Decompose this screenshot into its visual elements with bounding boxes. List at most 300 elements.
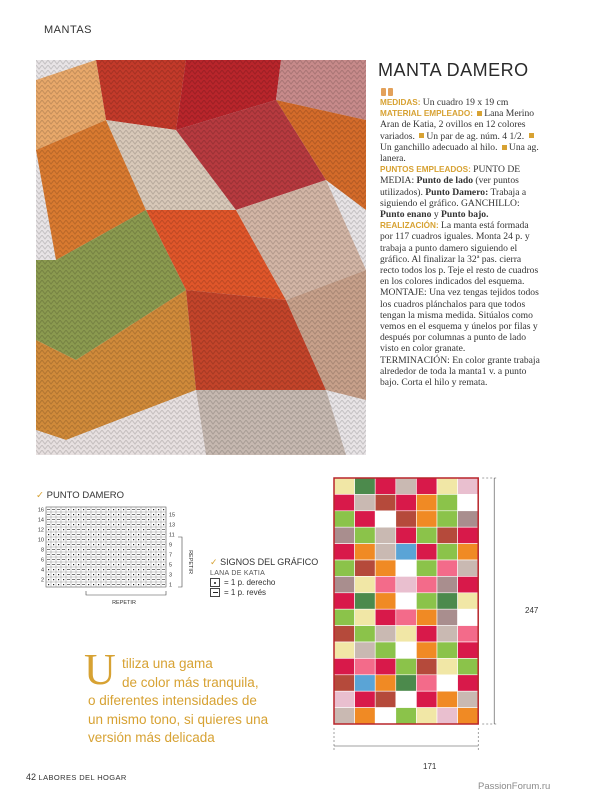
- scheme-square: [396, 642, 417, 658]
- knit-mark: [68, 549, 69, 550]
- knit-mark: [83, 519, 84, 520]
- knit-mark: [98, 579, 99, 580]
- scheme-square: [437, 560, 458, 576]
- knit-mark: [138, 579, 139, 580]
- knit-mark: [93, 579, 94, 580]
- scheme-square: [375, 544, 396, 560]
- scheme-square: [416, 593, 437, 609]
- knit-mark: [123, 559, 124, 560]
- legend-item-purl: = 1 p. revés: [210, 588, 318, 597]
- knit-mark: [53, 574, 54, 575]
- quote-line: o diferentes intensidades de: [88, 693, 257, 709]
- text-run: TERMINACIÓN: En color grante trabaja alrededor de toda la manta1 v. a punto bajo. Corta el hilo y remata.: [380, 354, 540, 389]
- knit-mark: [93, 574, 94, 575]
- article-body: [380, 97, 540, 388]
- knit-mark: [103, 539, 104, 540]
- scheme-square: [334, 527, 355, 543]
- knit-mark: [108, 549, 109, 550]
- knit-mark: [133, 579, 134, 580]
- scheme-square: [375, 527, 396, 543]
- quote-line: de color más tranquila,: [122, 674, 259, 690]
- text-run: (ver puntos utilizados).: [380, 175, 519, 198]
- knit-mark: [108, 519, 109, 520]
- scheme-square: [375, 478, 396, 494]
- knit-mark: [108, 554, 109, 555]
- knit-mark: [118, 564, 119, 565]
- stitch-chart-title: ✓ PUNTO DAMERO: [36, 490, 125, 501]
- knit-mark: [103, 569, 104, 570]
- knit-mark: [113, 554, 114, 555]
- knit-mark: [48, 574, 49, 575]
- knit-mark: [78, 509, 79, 510]
- row-number-right: 5: [169, 562, 173, 569]
- bullet-square-icon: [529, 133, 534, 138]
- knit-mark: [83, 509, 84, 510]
- knit-mark: [123, 514, 124, 515]
- scheme-square: [416, 658, 437, 674]
- scheme-square: [437, 511, 458, 527]
- check-icon: ✓: [210, 557, 218, 567]
- knit-mark: [88, 534, 89, 535]
- repeat-bracket-side: [178, 537, 182, 587]
- scheme-square: [396, 527, 417, 543]
- knit-mark: [158, 519, 159, 520]
- scheme-square: [437, 494, 458, 510]
- scheme-square: [396, 544, 417, 560]
- knit-mark: [58, 574, 59, 575]
- blanket-photo: [36, 60, 366, 455]
- bullet-square-icon: [502, 145, 507, 150]
- scheme-square: [437, 544, 458, 560]
- knit-mark: [78, 519, 79, 520]
- knit-mark: [108, 509, 109, 510]
- knit-mark: [123, 524, 124, 525]
- knit-mark: [148, 524, 149, 525]
- scheme-square: [458, 527, 479, 543]
- scheme-square: [396, 478, 417, 494]
- knit-mark: [73, 549, 74, 550]
- knit-symbol-icon: [210, 578, 220, 587]
- scheme-square: [416, 576, 437, 592]
- scheme-square: [334, 658, 355, 674]
- knit-mark: [63, 584, 64, 585]
- scheme-square: [437, 642, 458, 658]
- text-run: Una ag. lanera.: [380, 141, 539, 165]
- knit-mark: [68, 524, 69, 525]
- knit-mark: [143, 579, 144, 580]
- text-run: PUNTO DE MEDIA:: [380, 164, 521, 187]
- knit-mark: [163, 549, 164, 550]
- scheme-square: [396, 658, 417, 674]
- knit-mark: [138, 574, 139, 575]
- scheme-square: [396, 576, 417, 592]
- text-run: Un cuadro 19 x 19 cm: [422, 97, 509, 108]
- knit-mark: [128, 584, 129, 585]
- scheme-square: [355, 609, 376, 625]
- bullet-square-icon: [419, 133, 424, 138]
- scheme-square: [416, 494, 437, 510]
- scheme-square: [334, 593, 355, 609]
- knit-mark: [128, 579, 129, 580]
- scheme-square: [416, 478, 437, 494]
- knit-mark: [48, 584, 49, 585]
- article-paragraph: [380, 97, 540, 108]
- scheme-square: [458, 658, 479, 674]
- knit-mark: [133, 574, 134, 575]
- knit-mark: [58, 534, 59, 535]
- stitch-chart: [36, 503, 206, 623]
- section-label: REALIZACIÓN:: [380, 221, 441, 231]
- scheme-square: [334, 576, 355, 592]
- knit-mark: [113, 564, 114, 565]
- scheme-square: [458, 642, 479, 658]
- scheme-square: [375, 626, 396, 642]
- article-paragraph: [380, 287, 540, 354]
- page-footer: [26, 772, 127, 782]
- watermark: PassionForum.ru: [478, 781, 551, 792]
- knit-mark: [118, 524, 119, 525]
- scheme-square: [355, 708, 376, 724]
- legend-item-knit: = 1 p. derecho: [210, 578, 318, 587]
- knit-mark: [138, 584, 139, 585]
- knit-mark: [113, 509, 114, 510]
- row-number-right: 15: [169, 512, 176, 519]
- repeat-bracket: [86, 591, 166, 595]
- row-number-right: 7: [169, 552, 173, 559]
- scheme-square: [437, 708, 458, 724]
- knit-mark: [73, 514, 74, 515]
- knit-mark: [108, 564, 109, 565]
- scheme-square: [416, 626, 437, 642]
- knit-mark: [128, 534, 129, 535]
- knit-mark: [93, 539, 94, 540]
- scheme-square: [355, 494, 376, 510]
- knit-mark: [138, 544, 139, 545]
- scheme-square: [458, 691, 479, 707]
- knit-mark: [103, 574, 104, 575]
- pull-quote: [88, 655, 328, 748]
- knit-mark: [83, 549, 84, 550]
- scheme-square: [355, 544, 376, 560]
- article-paragraph: [380, 108, 540, 164]
- knit-mark: [68, 514, 69, 515]
- knit-mark: [103, 544, 104, 545]
- section-label: MANTAS: [44, 24, 93, 36]
- scheme-square: [355, 675, 376, 691]
- purl-symbol-icon: [210, 588, 220, 597]
- quote-initial: U: [84, 645, 116, 694]
- knit-mark: [63, 529, 64, 530]
- scheme-square: [375, 658, 396, 674]
- article-paragraph: [380, 164, 540, 220]
- scheme-square: [437, 675, 458, 691]
- knit-mark: [123, 554, 124, 555]
- knit-mark: [98, 574, 99, 575]
- row-number-left: 12: [37, 527, 44, 534]
- knit-mark: [78, 559, 79, 560]
- knit-mark: [158, 549, 159, 550]
- scheme-square: [396, 511, 417, 527]
- scheme-square: [375, 675, 396, 691]
- knit-mark: [143, 544, 144, 545]
- text-run: Punto bajo.: [441, 209, 489, 221]
- legend-subtitle: LANA DE KATIA: [210, 570, 266, 577]
- scheme-square: [355, 576, 376, 592]
- knit-mark: [148, 509, 149, 510]
- row-number-left: 2: [40, 577, 44, 584]
- knit-mark: [103, 584, 104, 585]
- knit-mark: [123, 509, 124, 510]
- knit-mark: [78, 514, 79, 515]
- knit-mark: [128, 529, 129, 530]
- knit-mark: [128, 569, 129, 570]
- knit-mark: [128, 544, 129, 545]
- scheme-square: [458, 544, 479, 560]
- knit-mark: [98, 584, 99, 585]
- knit-mark: [113, 524, 114, 525]
- scheme-square: [416, 544, 437, 560]
- knit-mark: [153, 514, 154, 515]
- knit-mark: [88, 584, 89, 585]
- knit-mark: [58, 569, 59, 570]
- scheme-square: [355, 658, 376, 674]
- scheme-square: [355, 642, 376, 658]
- knit-mark: [48, 579, 49, 580]
- scheme-square: [458, 593, 479, 609]
- knit-mark: [63, 544, 64, 545]
- section-label: PUNTOS EMPLEADOS:: [380, 165, 474, 175]
- knit-mark: [68, 509, 69, 510]
- knit-mark: [158, 554, 159, 555]
- scheme-square: [416, 675, 437, 691]
- scheme-square: [396, 708, 417, 724]
- row-number-left: 8: [40, 547, 44, 554]
- knit-mark: [73, 519, 74, 520]
- scheme-square: [458, 675, 479, 691]
- text-run: La manta está formada por 117 cuadros iguales. Monta 24 p. y trabaja a punto damero siguiendo el gráfico. Al finalizar la 32ª pas. cierra recto todos los p. Teje el resto de cuadros en los colores indicados del esquema.: [380, 220, 539, 288]
- knit-mark: [88, 574, 89, 575]
- knit-mark: [128, 574, 129, 575]
- knit-mark: [118, 509, 119, 510]
- row-number-right: 13: [169, 522, 176, 529]
- text-run: y: [431, 209, 442, 221]
- knit-mark: [158, 524, 159, 525]
- knit-mark: [133, 539, 134, 540]
- knit-mark: [153, 549, 154, 550]
- knit-mark: [133, 569, 134, 570]
- knit-mark: [88, 579, 89, 580]
- knit-mark: [93, 534, 94, 535]
- scheme-square: [375, 560, 396, 576]
- knit-mark: [53, 539, 54, 540]
- scheme-square: [396, 675, 417, 691]
- scheme-square: [396, 691, 417, 707]
- row-number-left: 6: [40, 557, 44, 564]
- knit-mark: [153, 519, 154, 520]
- knit-mark: [153, 564, 154, 565]
- row-number-left: 14: [37, 517, 44, 524]
- text-run: MONTAJE: Una vez tengas tejidos todos los cuadros plánchalos para que todos tengan la misma medida. Sitúalos como vemos en el esquema y únelos por filas y después por columnas a punto de lado visto en color granate.: [380, 287, 539, 355]
- knit-mark: [143, 569, 144, 570]
- knit-mark: [138, 534, 139, 535]
- scheme-square: [355, 691, 376, 707]
- knit-mark: [103, 529, 104, 530]
- knit-mark: [158, 509, 159, 510]
- scheme-square: [437, 609, 458, 625]
- knit-mark: [138, 529, 139, 530]
- blanket-scheme: [330, 474, 530, 756]
- knit-mark: [63, 569, 64, 570]
- knit-mark: [98, 539, 99, 540]
- scheme-square: [375, 609, 396, 625]
- section-label: MATERIAL EMPLEADO:: [380, 109, 476, 119]
- knit-mark: [143, 529, 144, 530]
- knit-mark: [158, 514, 159, 515]
- knit-mark: [93, 529, 94, 530]
- scheme-square: [437, 527, 458, 543]
- knit-mark: [63, 534, 64, 535]
- scheme-square: [416, 527, 437, 543]
- knit-mark: [108, 514, 109, 515]
- bullet-square-icon: [477, 111, 482, 116]
- knit-mark: [133, 534, 134, 535]
- page-number: 42: [26, 772, 37, 782]
- row-number-right: 9: [169, 542, 173, 549]
- scheme-square: [375, 576, 396, 592]
- knit-mark: [73, 509, 74, 510]
- scheme-square: [396, 626, 417, 642]
- knit-mark: [143, 584, 144, 585]
- knit-mark: [163, 564, 164, 565]
- knit-mark: [73, 524, 74, 525]
- knit-mark: [113, 559, 114, 560]
- scheme-square: [458, 478, 479, 494]
- knit-mark: [113, 549, 114, 550]
- scheme-square: [458, 511, 479, 527]
- scheme-square: [416, 609, 437, 625]
- scheme-square: [437, 658, 458, 674]
- knit-mark: [103, 534, 104, 535]
- knit-mark: [68, 554, 69, 555]
- knit-mark: [83, 524, 84, 525]
- article-paragraph: [380, 355, 540, 389]
- knit-mark: [93, 544, 94, 545]
- knit-mark: [133, 544, 134, 545]
- section-label: MEDIDAS:: [380, 98, 423, 107]
- scheme-square: [334, 494, 355, 510]
- repeat-label: REPETIR: [112, 600, 136, 606]
- knit-mark: [53, 569, 54, 570]
- knit-mark: [88, 569, 89, 570]
- knit-mark: [68, 564, 69, 565]
- knit-mark: [148, 559, 149, 560]
- knit-mark: [163, 559, 164, 560]
- knit-mark: [48, 539, 49, 540]
- knit-mark: [48, 544, 49, 545]
- knit-mark: [143, 539, 144, 540]
- scheme-square: [396, 560, 417, 576]
- knit-mark: [153, 554, 154, 555]
- knit-mark: [48, 534, 49, 535]
- scheme-square: [437, 626, 458, 642]
- knit-mark: [163, 524, 164, 525]
- scheme-square: [396, 609, 417, 625]
- knit-mark: [73, 564, 74, 565]
- knit-mark: [58, 529, 59, 530]
- knit-mark: [68, 559, 69, 560]
- scheme-square: [458, 708, 479, 724]
- knit-mark: [148, 514, 149, 515]
- knit-mark: [103, 579, 104, 580]
- knit-mark: [118, 519, 119, 520]
- scheme-width-label: 171: [423, 762, 437, 771]
- knit-mark: [108, 559, 109, 560]
- knit-mark: [163, 554, 164, 555]
- knit-mark: [148, 519, 149, 520]
- knit-mark: [83, 559, 84, 560]
- knit-mark: [88, 529, 89, 530]
- scheme-square: [375, 691, 396, 707]
- knit-mark: [113, 519, 114, 520]
- scheme-square: [416, 708, 437, 724]
- text-run: Punto enano: [380, 209, 432, 221]
- repeat-label-side: REPETIR: [187, 550, 193, 574]
- knit-mark: [138, 569, 139, 570]
- scheme-square: [437, 576, 458, 592]
- knit-mark: [53, 534, 54, 535]
- scheme-square: [416, 560, 437, 576]
- knit-mark: [123, 564, 124, 565]
- knit-mark: [113, 514, 114, 515]
- scheme-square: [355, 511, 376, 527]
- knit-mark: [73, 554, 74, 555]
- knit-mark: [118, 514, 119, 515]
- row-number-right: 11: [169, 532, 175, 539]
- row-number-right: 1: [169, 582, 173, 589]
- quote-line: tiliza una gama: [122, 656, 213, 671]
- knit-mark: [93, 584, 94, 585]
- knit-mark: [138, 539, 139, 540]
- row-number-left: 4: [40, 567, 44, 574]
- row-number-left: 16: [37, 507, 44, 514]
- knit-mark: [48, 569, 49, 570]
- scheme-square: [355, 626, 376, 642]
- text-run: Lana Merino Aran de Katia, 2 ovillos en 12 colores variados.: [380, 108, 535, 142]
- knit-mark: [133, 529, 134, 530]
- article-title: MANTA DAMERO: [378, 60, 529, 80]
- scheme-square: [334, 544, 355, 560]
- text-run: Un par de ag. núm. 4 1/2.: [426, 130, 527, 142]
- knit-mark: [58, 584, 59, 585]
- text-run: Punto Damero:: [425, 186, 489, 198]
- knit-mark: [68, 519, 69, 520]
- scheme-square: [355, 560, 376, 576]
- chart-legend: [210, 557, 318, 597]
- knit-mark: [163, 514, 164, 515]
- scheme-square: [458, 626, 479, 642]
- scheme-square: [334, 626, 355, 642]
- scheme-square: [334, 511, 355, 527]
- knit-mark: [118, 554, 119, 555]
- scheme-square: [416, 691, 437, 707]
- knit-mark: [163, 519, 164, 520]
- knit-mark: [118, 559, 119, 560]
- knit-mark: [48, 529, 49, 530]
- scheme-square: [458, 494, 479, 510]
- scheme-square: [437, 593, 458, 609]
- knit-mark: [83, 514, 84, 515]
- text-run: Trabaja a siguiendo el gráfico. GANCHILLO:: [380, 186, 527, 209]
